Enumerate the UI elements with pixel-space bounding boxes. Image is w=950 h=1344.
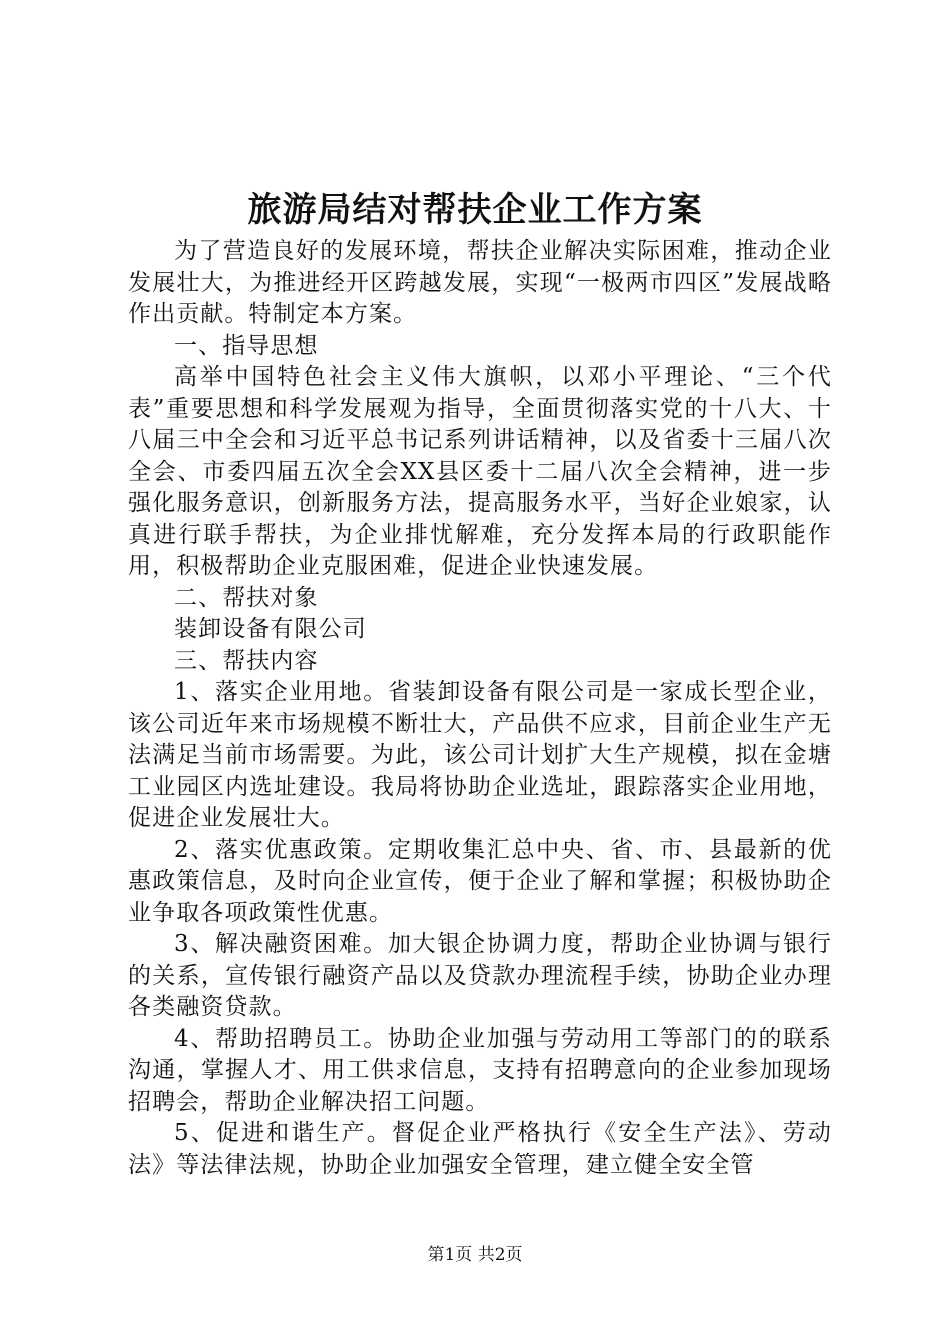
intro-paragraph: 为了营造良好的发展环境，帮扶企业解决实际困难，推动企业发展壮大，为推进经开区跨越发展，实现“一极两市四区”发展战略作出贡献。特制定本方案。 (128, 238, 832, 327)
content-item-financing: 3、解决融资困难。加大银企协调力度，帮助企业协调与银行的关系，宣传银行融资产品以及贷款办理流程手续，协助企业办理各类融资贷款。 (128, 931, 832, 1020)
content-item-land: 1、落实企业用地。省装卸设备有限公司是一家成长型企业，该公司近年来市场规模不断壮大，产品供不应求，目前企业生产无法满足当前市场需要。为此，该公司计划扩大生产规模，拟在金塘工业园区内选址建设。我局将协助企业选址，跟踪落实企业用地，促进企业发展壮大。 (128, 679, 832, 831)
section-heading-assistance-target: 二、帮扶对象 (174, 584, 319, 611)
document-body (128, 236, 832, 1181)
assistance-target-paragraph: 装卸设备有限公司 (174, 616, 367, 642)
content-item-recruitment: 4、帮助招聘员工。协助企业加强与劳动用工等部门的的联系沟通，掌握人才、用工供求信息，支持有招聘意向的企业参加现场招聘会，帮助企业解决招工问题。 (128, 1025, 832, 1115)
content-item-policy: 2、落实优惠政策。定期收集汇总中央、省、市、县最新的优惠政策信息，及时向企业宣传，便于企业了解和掌握；积极协助企业争取各项政策性优惠。 (128, 836, 832, 926)
page-footer: 第1页 共2页 (427, 1245, 523, 1265)
document-title: 旅游局结对帮扶企业工作方案 (247, 190, 703, 230)
guiding-ideology-paragraph: 高举中国特色社会主义伟大旗帜，以邓小平理论、“三个代表”重要思想和科学发展观为指导，全面贯彻落实党的十八大、十八届三中全会和习近平总书记系列讲话精神，以及省委十三届八次全会、市委四届五次全会XX县区委十二届八次全会精神，进一步强化服务意识，创新服务方法，提高服务水平，当好企业娘家，认真进行联手帮扶，为企业排忧解难，充分发挥本局的行政职能作用，积极帮助企业克服困难，促进企业快速发展。 (128, 364, 832, 579)
section-heading-assistance-content: 三、帮扶内容 (174, 647, 319, 674)
content-item-safety: 5、促进和谐生产。督促企业严格执行《安全生产法》、劳动法》等法律法规，协助企业加强安全管理，建立健全安全管 (128, 1120, 832, 1178)
section-heading-guiding-ideology: 一、指导思想 (174, 332, 319, 359)
